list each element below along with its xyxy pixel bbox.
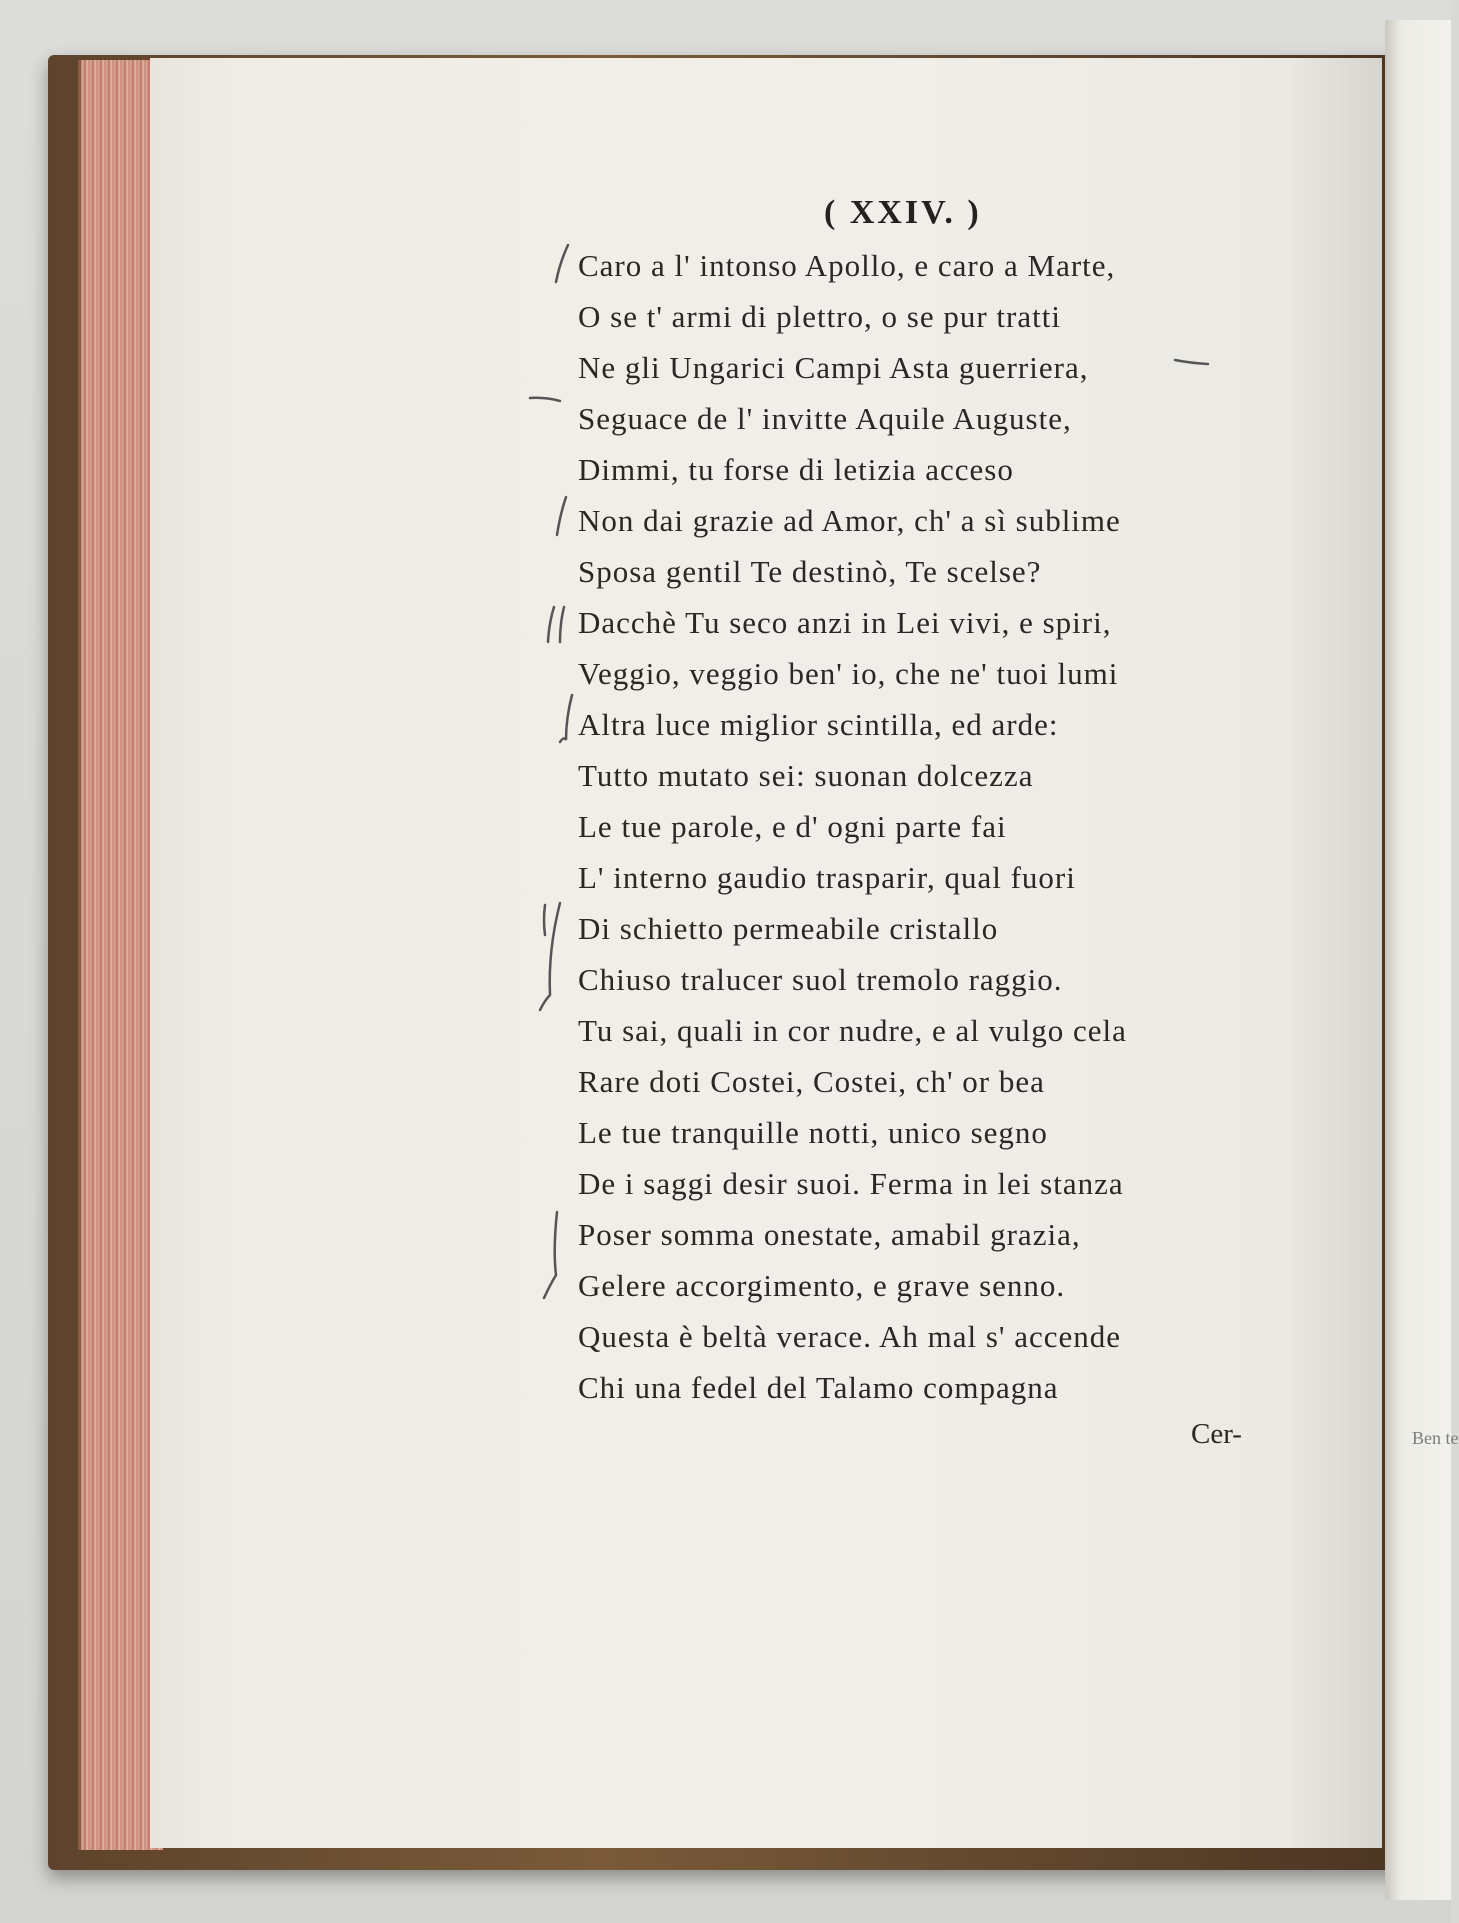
poem-line: Questa è beltà verace. Ah mal s' accende: [578, 1319, 1122, 1354]
poem-line: Seguace de l' invitte Aquile Auguste,: [578, 401, 1072, 436]
poem-line: Altra luce miglior scintilla, ed arde:: [578, 707, 1059, 742]
pencil-mark: [1175, 360, 1208, 364]
poem-line: L' interno gaudio trasparir, qual fuori: [578, 860, 1076, 895]
poem-line: Dimmi, tu forse di letizia acceso: [578, 452, 1014, 487]
poem-line: Le tue parole, e d' ogni parte fai: [578, 809, 1007, 844]
poem-line: Tu sai, quali in cor nudre, e al vulgo cela: [578, 1013, 1127, 1048]
pencil-mark: [530, 398, 560, 401]
pencil-mark: [544, 905, 545, 935]
poem-line: Tutto mutato sei: suonan dolcezza: [578, 758, 1034, 793]
page-header: ( XXIV. ): [824, 194, 982, 231]
poem-line: Chi una fedel del Talamo compagna: [578, 1370, 1059, 1405]
poem-line: Non dai grazie ad Amor, ch' a sì sublime: [578, 503, 1121, 538]
poem-line: Chiuso tralucer suol tremolo raggio.: [578, 962, 1063, 997]
pencil-mark: [560, 695, 572, 742]
pencil-mark: [548, 607, 554, 642]
facing-page-text: Ben te: [1412, 1428, 1459, 1448]
poem-line: Le tue tranquille notti, unico segno: [578, 1115, 1048, 1150]
poem-line: Di schietto permeabile cristallo: [578, 911, 999, 946]
poem-line: De i saggi desir suoi. Ferma in lei stanza: [578, 1166, 1124, 1201]
poem-line: Ne gli Ungarici Campi Asta guerriera,: [578, 350, 1089, 385]
poem-line: Poser somma onestate, amabil grazia,: [578, 1217, 1081, 1252]
pencil-mark: [560, 607, 564, 642]
pencil-mark: [544, 1212, 557, 1298]
poem-line: Dacchè Tu seco anzi in Lei vivi, e spiri,: [578, 605, 1112, 640]
catchword: Cer-: [1191, 1418, 1242, 1450]
poem-line: Sposa gentil Te destinò, Te scelse?: [578, 554, 1042, 589]
poem-line: Rare doti Costei, Costei, ch' or bea: [578, 1064, 1045, 1099]
poem-line: O se t' armi di plettro, o se pur tratti: [578, 299, 1061, 334]
poem-line: Gelere accorgimento, e grave senno.: [578, 1268, 1066, 1303]
pencil-mark: [557, 497, 566, 535]
pencil-mark: [556, 245, 568, 282]
poem-line: Veggio, veggio ben' io, che ne' tuoi lumi: [578, 656, 1119, 691]
poem-line: Caro a l' intonso Apollo, e caro a Marte,: [578, 248, 1116, 283]
